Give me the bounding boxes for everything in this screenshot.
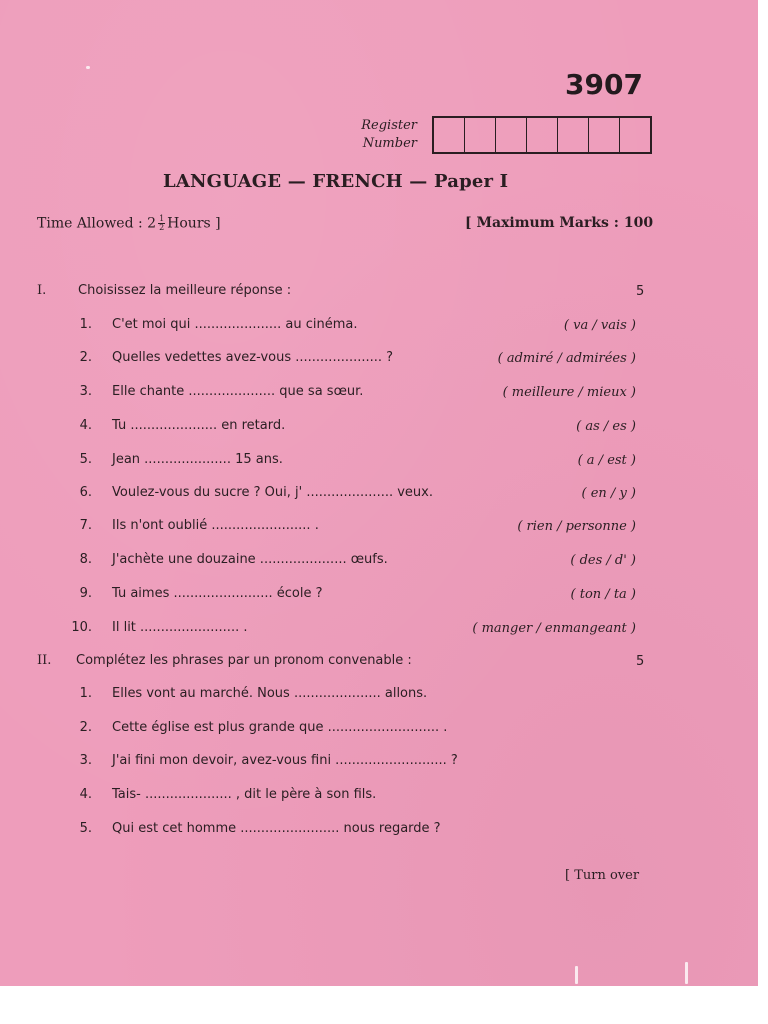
question-number: 7. — [79, 518, 92, 533]
number-label: Number — [362, 136, 417, 151]
question-text: J'ai fini mon devoir, avez-vous fini ........................... ? — [112, 753, 458, 768]
register-number-boxes — [432, 116, 652, 154]
question-options: ( a / est ) — [577, 453, 636, 468]
question-number: 10. — [71, 620, 92, 635]
question-options: ( ton / ta ) — [570, 587, 636, 602]
turn-over-note: [ Turn over — [565, 868, 640, 883]
question-number: 1. — [79, 686, 92, 701]
register-box-cell — [558, 118, 589, 152]
question-number: 8. — [79, 552, 92, 567]
fraction-denominator: 2 — [159, 223, 165, 232]
question-text: Voulez-vous du sucre ? Oui, j' ..................... veux. — [112, 485, 433, 500]
question-options: ( rien / personne ) — [517, 519, 636, 534]
question-options: ( manger / enmangeant ) — [472, 621, 636, 636]
register-box-cell — [465, 118, 496, 152]
question-options: ( as / es ) — [576, 419, 636, 434]
register-label: Register — [361, 118, 417, 133]
question-number: 3. — [79, 753, 92, 768]
paper-code: 3907 — [565, 68, 643, 101]
time-allowed-suffix: Hours ] — [167, 215, 221, 232]
register-box-cell — [589, 118, 620, 152]
register-box-cell — [496, 118, 527, 152]
question-number: 1. — [79, 317, 92, 332]
paper-speck — [86, 66, 90, 69]
section-marks: 5 — [636, 654, 645, 669]
time-allowed-prefix: Time Allowed : 2 — [37, 215, 157, 232]
register-box-cell — [434, 118, 465, 152]
question-number: 9. — [79, 586, 92, 601]
question-text: Il lit ........................ . — [112, 620, 248, 635]
question-text: Jean ..................... 15 ans. — [112, 452, 283, 467]
question-text: Tais- ..................... , dit le père à son fils. — [112, 787, 377, 802]
section-number: I. — [37, 283, 47, 298]
section-marks: 5 — [636, 284, 645, 299]
exam-title: LANGUAGE — FRENCH — Paper I — [163, 171, 509, 192]
question-options: ( en / y ) — [581, 486, 636, 501]
time-allowed — [37, 215, 221, 232]
question-text: Ils n'ont oublié ........................ . — [112, 518, 319, 533]
question-number: 2. — [79, 720, 92, 735]
question-text: Tu ..................... en retard. — [112, 418, 286, 433]
question-text: Quelles vedettes avez-vous ..................... ? — [112, 350, 394, 365]
question-options: ( admiré / admirées ) — [497, 351, 636, 366]
register-box-cell — [620, 118, 650, 152]
paper-tear — [575, 966, 578, 984]
time-fraction — [158, 215, 165, 232]
question-options: ( des / d' ) — [570, 553, 636, 568]
question-number: 5. — [79, 821, 92, 836]
section-title: Complétez les phrases par un pronom convenable : — [76, 653, 412, 668]
question-text: J'achète une douzaine ..................... œufs. — [112, 552, 388, 567]
question-text: Elles vont au marché. Nous ..................... allons. — [112, 686, 428, 701]
question-text: C'et moi qui ..................... au cinéma. — [112, 317, 358, 332]
question-text: Tu aimes ........................ école ? — [112, 586, 323, 601]
question-number: 4. — [79, 787, 92, 802]
question-text: Qui est cet homme ........................ nous regarde ? — [112, 821, 441, 836]
fraction-numerator: 1 — [159, 214, 165, 223]
question-options: ( va / vais ) — [563, 318, 636, 333]
question-number: 4. — [79, 418, 92, 433]
question-text: Cette église est plus grande que ........................... . — [112, 720, 448, 735]
question-options: ( meilleure / mieux ) — [502, 385, 636, 400]
register-box-cell — [527, 118, 558, 152]
paper-tear — [685, 962, 688, 984]
section-title: Choisissez la meilleure réponse : — [78, 283, 292, 298]
section-number: II. — [37, 653, 52, 668]
question-text: Elle chante ..................... que sa sœur. — [112, 384, 364, 399]
maximum-marks: [ Maximum Marks : 100 — [465, 215, 654, 231]
question-number: 3. — [79, 384, 92, 399]
question-number: 5. — [79, 452, 92, 467]
question-number: 2. — [79, 350, 92, 365]
question-number: 6. — [79, 485, 92, 500]
